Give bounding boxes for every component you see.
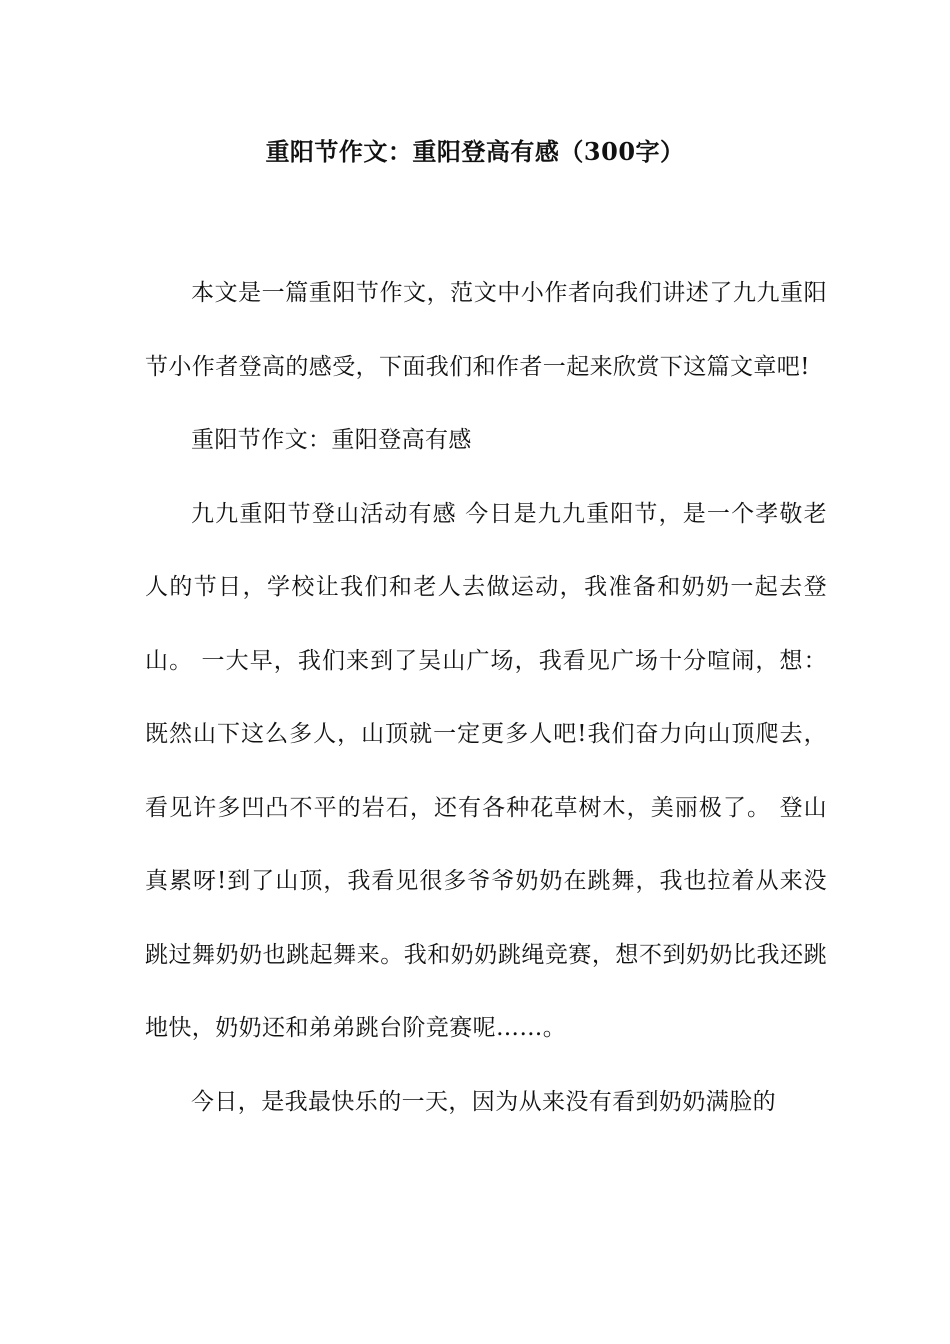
story-paragraph: 九九重阳节登山活动有感 今日是九九重阳节，是一个孝敬老人的节日，学校让我们和老人去做运动，我准备和奶奶一起去登山。 一大早，我们来到了吴山广场，我看见广场十分喧闹，想：既然山下这么多人，山顶就一定更多人吧!我们奋力向山顶爬去，看见许多凹凸不平的岩石，还有各种花草树木，美丽极了。 登山真累呀!到了山顶，我看见很多爷爷奶奶在跳舞，我也拉着从来没跳过舞奶奶也跳起舞来。我和奶奶跳绳竞赛，想不到奶奶比我还跳地快，奶奶还和弟弟跳台阶竞赛呢……。 — [145, 500, 827, 1041]
closing-paragraph: 今日，是我最快乐的一天，因为从来没有看到奶奶满脸的 — [191, 1088, 776, 1115]
document-title: 重阳节作文：重阳登高有感（300字） — [265, 137, 685, 166]
intro-paragraph: 本文是一篇重阳节作文，范文中小作者向我们讲述了九九重阳节小作者登高的感受，下面我们和作者一起来欣赏下这篇文章吧! — [145, 280, 827, 380]
document-body — [145, 257, 827, 1139]
subheading-paragraph: 重阳节作文：重阳登高有感 — [191, 427, 472, 453]
